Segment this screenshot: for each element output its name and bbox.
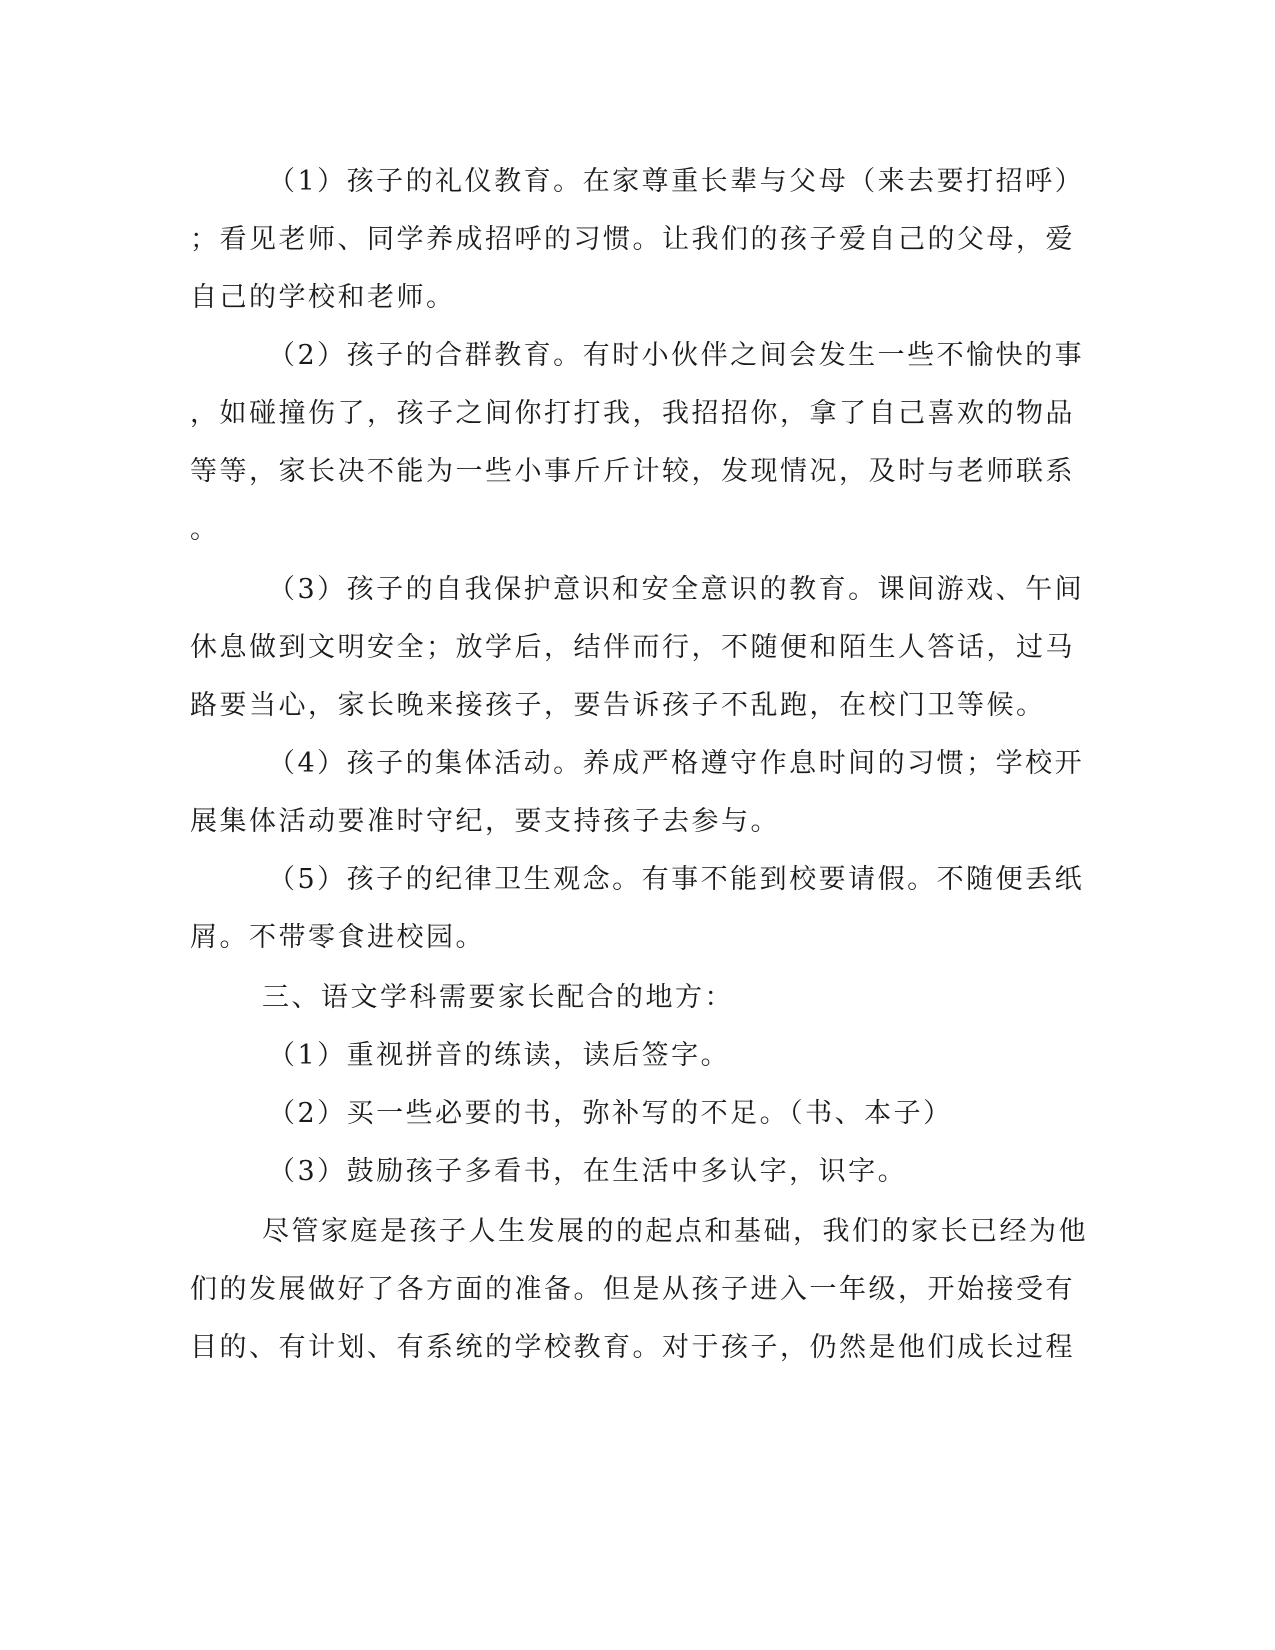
text-line: （2）买一些必要的书，弥补写的不足。（书、本子） bbox=[268, 1098, 953, 1129]
text-line: 目的、有计划、有系统的学校教育。对于孩子，仍然是他们成长过程 bbox=[190, 1332, 1075, 1363]
text-line: （3）孩子的自我保护意识和安全意识的教育。课间游戏、午间 bbox=[268, 574, 1085, 605]
text-line: （1）孩子的礼仪教育。在家尊重长辈与父母（来去要打招呼） bbox=[268, 166, 1085, 197]
text-line: ；看见老师、同学养成招呼的习惯。让我们的孩子爱自己的父母，爱 bbox=[190, 224, 1075, 255]
text-line: 三、语文学科需要家长配合的地方： bbox=[262, 982, 734, 1013]
text-line: 路要当心，家长晚来接孩子，要告诉孩子不乱跑，在校门卫等候。 bbox=[190, 690, 1046, 721]
text-line: 尽管家庭是孩子人生发展的的起点和基础，我们的家长已经为他 bbox=[262, 1216, 1088, 1247]
text-line: （4）孩子的集体活动。养成严格遵守作息时间的习惯；学校开 bbox=[268, 748, 1085, 779]
text-line: （2）孩子的合群教育。有时小伙伴之间会发生一些不愉快的事 bbox=[268, 340, 1085, 371]
text-line: （1）重视拼音的练读，读后签字。 bbox=[268, 1040, 731, 1071]
text-line: 。 bbox=[190, 514, 220, 545]
text-line: 等等，家长决不能为一些小事斤斤计较，发现情况，及时与老师联系 bbox=[190, 456, 1075, 487]
text-line: 屑。不带零食进校园。 bbox=[190, 922, 485, 953]
text-line: （5）孩子的纪律卫生观念。有事不能到校要请假。不随便丢纸 bbox=[268, 864, 1085, 895]
text-line: 休息做到文明安全；放学后，结伴而行，不随便和陌生人答话，过马 bbox=[190, 632, 1075, 663]
text-line: 自己的学校和老师。 bbox=[190, 282, 456, 313]
text-line: 们的发展做好了各方面的准备。但是从孩子进入一年级，开始接受有 bbox=[190, 1274, 1075, 1305]
text-line: 展集体活动要准时守纪，要支持孩子去参与。 bbox=[190, 806, 780, 837]
text-line: ，如碰撞伤了，孩子之间你打打我，我招招你，拿了自己喜欢的物品 bbox=[190, 398, 1075, 429]
text-line: （3）鼓励孩子多看书，在生活中多认字，识字。 bbox=[268, 1156, 908, 1187]
